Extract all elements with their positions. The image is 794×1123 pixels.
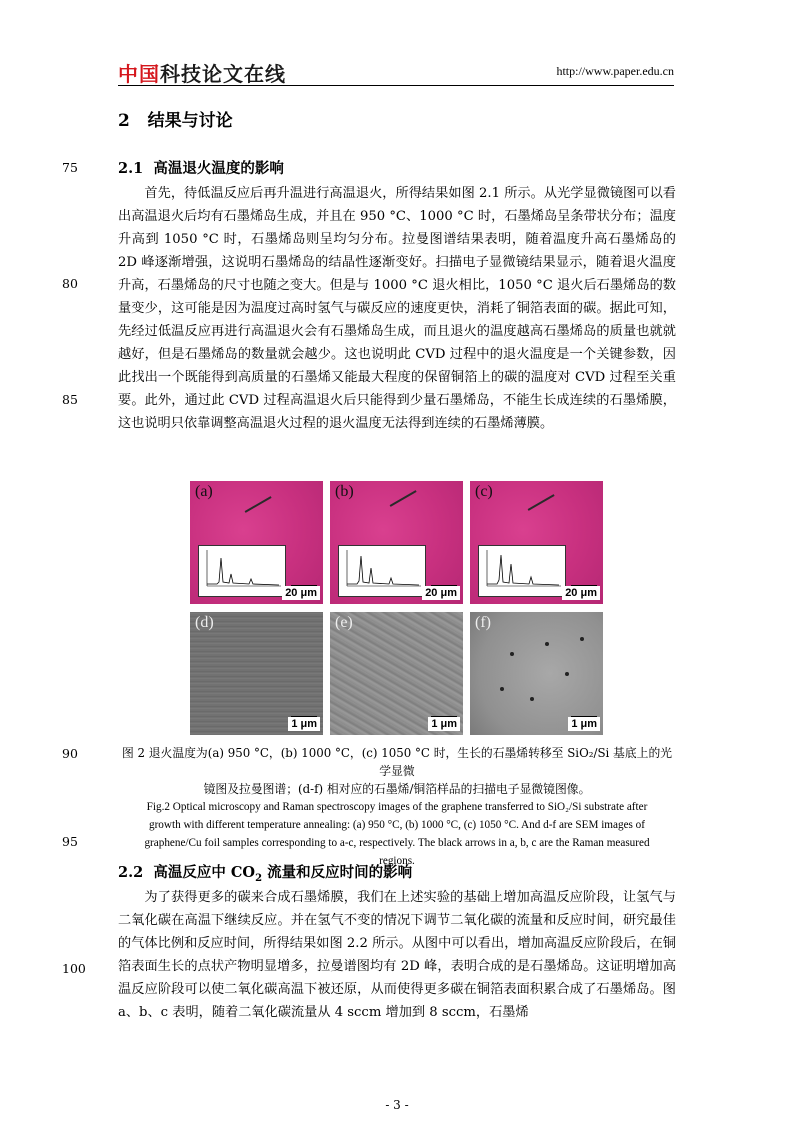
figure-caption bbox=[118, 744, 676, 870]
raman-inset bbox=[198, 545, 286, 597]
caption-en-line: Fig.2 Optical microscopy and Raman spectroscopy images of the graphene transferred to SiO₂/Si substrate after bbox=[146, 801, 648, 813]
line-number: 75 bbox=[62, 160, 78, 175]
raman-inset bbox=[338, 545, 426, 597]
graphene-island bbox=[510, 652, 514, 656]
subsection-title-rest: 流量和反应时间的影响 bbox=[262, 864, 413, 881]
graphene-island bbox=[565, 672, 569, 676]
subsection-number: 2.2 bbox=[118, 864, 144, 881]
header-url[interactable]: http://www.paper.edu.cn bbox=[556, 64, 674, 78]
section-number: 2 bbox=[118, 111, 130, 131]
caption-en-line: regions. bbox=[379, 855, 415, 867]
subsection-number: 2.1 bbox=[118, 160, 144, 177]
panel-label: (b) bbox=[335, 483, 354, 500]
logo-red-part: 中国 bbox=[118, 62, 160, 86]
line-number: 100 bbox=[62, 961, 86, 976]
optical-image-b bbox=[330, 481, 463, 604]
raman-spectrum bbox=[339, 546, 425, 596]
scale-label: 1 μm bbox=[428, 717, 460, 731]
line-number: 90 bbox=[62, 746, 78, 761]
graphene-island bbox=[530, 697, 534, 701]
line-number: 80 bbox=[62, 276, 78, 291]
scale-label: 20 μm bbox=[282, 586, 320, 600]
paragraph-1 bbox=[118, 182, 676, 435]
arrow-icon bbox=[528, 494, 555, 510]
caption-en bbox=[118, 798, 676, 870]
graphene-island bbox=[580, 637, 584, 641]
scale-label: 20 μm bbox=[422, 586, 460, 600]
subsection-heading-2-1 bbox=[118, 157, 284, 178]
scale-label: 20 μm bbox=[562, 586, 600, 600]
subsection-title: 高温反应中 CO bbox=[153, 864, 256, 881]
header-rule bbox=[118, 85, 674, 86]
optical-image-a bbox=[190, 481, 323, 604]
sem-image-f bbox=[470, 612, 603, 735]
panel-label: (d) bbox=[195, 614, 214, 631]
subscript: 2 bbox=[255, 872, 263, 884]
optical-image-c bbox=[470, 481, 603, 604]
logo-text: 科技论文在线 bbox=[160, 62, 286, 86]
raman-inset bbox=[478, 545, 566, 597]
caption-cn-line: 镜图及拉曼图谱；(d-f) 相对应的石墨烯/铜箔样品的扫描电子显微镜图像。 bbox=[203, 782, 591, 796]
sem-image-d bbox=[190, 612, 323, 735]
section-heading bbox=[118, 106, 233, 131]
page-number: - 3 - bbox=[385, 1098, 409, 1112]
paragraph-2 bbox=[118, 886, 676, 1024]
paragraph-text: 为了获得更多的碳来合成石墨烯膜，我们在上述实验的基础上增加高温反应阶段，让氢气与二氧化碳在高温下继续反应。并在氢气不变的情况下调节二氧化碳的流量和反应时间，研究最佳的气体比例和反应时间，所得结果如图 2.2 所示。从图中可以看出，增加高温反应阶段后，在铜箔表面生长的点状产物明显增多，拉曼谱图均有 2D 峰，表明合成的是石墨烯岛。这证明增加高温反应阶段可以使二氧化碳高温下被还原，从而使得更多碳在铜箔表面积累合成了石墨烯岛。图 a、b、c 表明，随着二氧化碳流量从 4 sccm 增加到 8 sccm，石墨烯 bbox=[118, 890, 676, 1020]
arrow-icon bbox=[390, 490, 417, 506]
arrow-icon bbox=[245, 496, 272, 512]
graphene-island bbox=[545, 642, 549, 646]
paragraph-text: 首先，待低温反应后再升温进行高温退火，所得结果如图 2.1 所示。从光学显微镜图可以看出高温退火后均有石墨烯岛生成，并且在 950 °C、1000 °C 时，石墨烯岛呈条带状分布；温度升高到 1050 °C 时，石墨烯岛则呈均匀分布。拉曼图谱结果表明，随着温度升高石墨烯岛的 2D 峰逐渐增强，这说明石墨烯岛的结晶性逐渐变好。扫描电子显微镜结果显示，随着退火温度升高，石墨烯岛的尺寸也随之变大。但是与 1000 °C 退火相比，1050 °C 退火后石墨烯岛的数量变少，这可能是因为温度过高时氢气与碳反应的速度更快，消耗了铜箔表面的碳。据此可知，先经过低温反应再进行高温退火会有石墨烯岛生成，而且退火的温度越高石墨烯岛的质量也就就越好，但是石墨烯岛的数量就会越少。这也说明此 CVD 过程中的退火温度是一个关键参数，因此找出一个既能得到高质量的石墨烯又能最大程度的保留铜箔上的碳的温度对 CVD 过程至关重要。此外，通过此 CVD 过程高温退火后只能得到少量石墨烯岛，不能生长成连续的石墨烯膜，这也说明只依靠调整高温退火过程的退火温度无法得到连续的石墨烯薄膜。 bbox=[118, 186, 676, 431]
raman-spectrum bbox=[199, 546, 285, 596]
scale-label: 1 μm bbox=[568, 717, 600, 731]
scale-label: 1 μm bbox=[288, 717, 320, 731]
section-title: 结果与讨论 bbox=[147, 111, 233, 131]
line-number: 85 bbox=[62, 392, 78, 407]
figure-2 bbox=[190, 481, 604, 737]
sem-image-e bbox=[330, 612, 463, 735]
subsection-title: 高温退火温度的影响 bbox=[153, 160, 284, 177]
subsection-heading-2-2 bbox=[118, 861, 412, 884]
caption-cn-line: 图 2 退火温度为(a) 950 °C，(b) 1000 °C，(c) 1050 °C 时，生长的石墨烯转移至 SiO₂/Si 基底上的光学显微 bbox=[121, 746, 673, 778]
panel-label: (a) bbox=[195, 483, 213, 500]
caption-en-line: growth with different temperature annealing: (a) 950 °C, (b) 1000 °C, (c) 1050 °C. And d-f are SEM images of bbox=[148, 819, 646, 831]
raman-spectrum bbox=[479, 546, 565, 596]
panel-label: (c) bbox=[475, 483, 493, 500]
caption-en-line: graphene/Cu foil samples corresponding to a-c, respectively. The black arrows in a, b, c are the Raman measured bbox=[144, 837, 650, 849]
journal-logo bbox=[118, 58, 286, 87]
panel-label: (e) bbox=[335, 614, 353, 631]
line-number: 95 bbox=[62, 834, 78, 849]
panel-label: (f) bbox=[475, 614, 491, 631]
graphene-island bbox=[500, 687, 504, 691]
